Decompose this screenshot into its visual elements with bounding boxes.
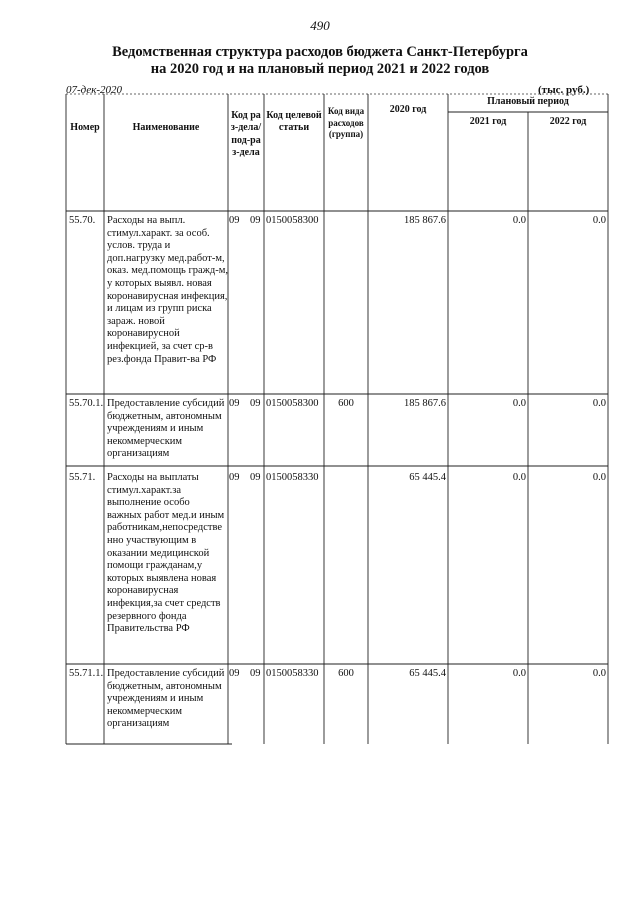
row-2022: 0.0 xyxy=(592,472,606,483)
row-razdel: 09 xyxy=(229,668,240,679)
row-target: 0150058300 xyxy=(266,398,319,409)
units-label: (тыс. руб.) xyxy=(538,84,590,96)
document-title xyxy=(0,44,640,78)
row-2022: 0.0 xyxy=(592,398,606,409)
row-2021: 0.0 xyxy=(512,668,526,679)
header-name: Наименование xyxy=(132,122,200,133)
page-number: 490 xyxy=(310,18,330,33)
row-2022: 0.0 xyxy=(592,215,606,226)
header-section: Код раз-дела/ под-раз-дела xyxy=(230,110,262,159)
row-2020: 185 867.6 xyxy=(404,398,446,409)
row-2020: 185 867.6 xyxy=(404,215,446,226)
title-line-2: на 2020 год и на плановый период 2021 и 2022 годов xyxy=(150,61,490,77)
row-podrazdel: 09 xyxy=(250,668,261,679)
header-target: Код целевой статьи xyxy=(266,110,322,134)
row-name: Расходы на выплаты стимул.характ.за выполнение особо важных работ мед.и иным работникам,непосредственно участвующим в оказании медицинской помощи гражданам,у которых выявлена новая коронавирусная инфекция,за счет средств резервного фонда Правительства РФ xyxy=(107,472,225,635)
header-2020: 2020 год xyxy=(389,104,427,115)
row-expense-type: 600 xyxy=(338,398,354,409)
row-2021: 0.0 xyxy=(512,472,526,483)
row-target: 0150058300 xyxy=(266,215,319,226)
row-2022: 0.0 xyxy=(592,668,606,679)
row-2020: 65 445.4 xyxy=(409,472,446,483)
row-2021: 0.0 xyxy=(512,398,526,409)
row-2020: 65 445.4 xyxy=(409,668,446,679)
row-podrazdel: 09 xyxy=(250,472,261,483)
report-date: 07-дек-2020 xyxy=(66,84,123,96)
row-number: 55.70. xyxy=(69,215,96,226)
title-line-1: Ведомственная структура расходов бюджета Санкт-Петербурга xyxy=(112,44,528,60)
header-2022: 2022 год xyxy=(549,116,587,127)
row-razdel: 09 xyxy=(229,215,240,226)
row-number: 55.70.1. xyxy=(69,398,104,409)
row-podrazdel: 09 xyxy=(250,215,261,226)
row-name: Предоставление субсидий бюджетным, автономным учреждениям и иным некоммерческим организациям xyxy=(107,668,225,730)
row-name: Расходы на выпл. стимул.характ. за особ. услов. труда и доп.нагрузку мед.работ-м, оказ. мед.помощь гражд-м, у которых выявл. новая коронавирусная инфекция, и лицам из групп риска зараж. новой коронавирусной инфекцией, за счет ср-в рез.фонда Правит-ва РФ xyxy=(107,215,229,365)
row-number: 55.71.1. xyxy=(69,668,104,679)
row-razdel: 09 xyxy=(229,472,240,483)
row-number: 55.71. xyxy=(69,472,96,483)
row-razdel: 09 xyxy=(229,398,240,409)
header-2021: 2021 год xyxy=(469,116,507,127)
row-target: 0150058330 xyxy=(266,668,319,679)
row-podrazdel: 09 xyxy=(250,398,261,409)
header-planned-period: Плановый период xyxy=(487,96,569,107)
row-2021: 0.0 xyxy=(512,215,526,226)
row-target: 0150058330 xyxy=(266,472,319,483)
row-expense-type: 600 xyxy=(338,668,354,679)
header-expense-type: Код вида расходов (группа) xyxy=(327,106,365,139)
row-name: Предоставление субсидий бюджетным, автономным учреждениям и иным некоммерческим организациям xyxy=(107,398,225,460)
header-number: Номер xyxy=(70,122,100,133)
